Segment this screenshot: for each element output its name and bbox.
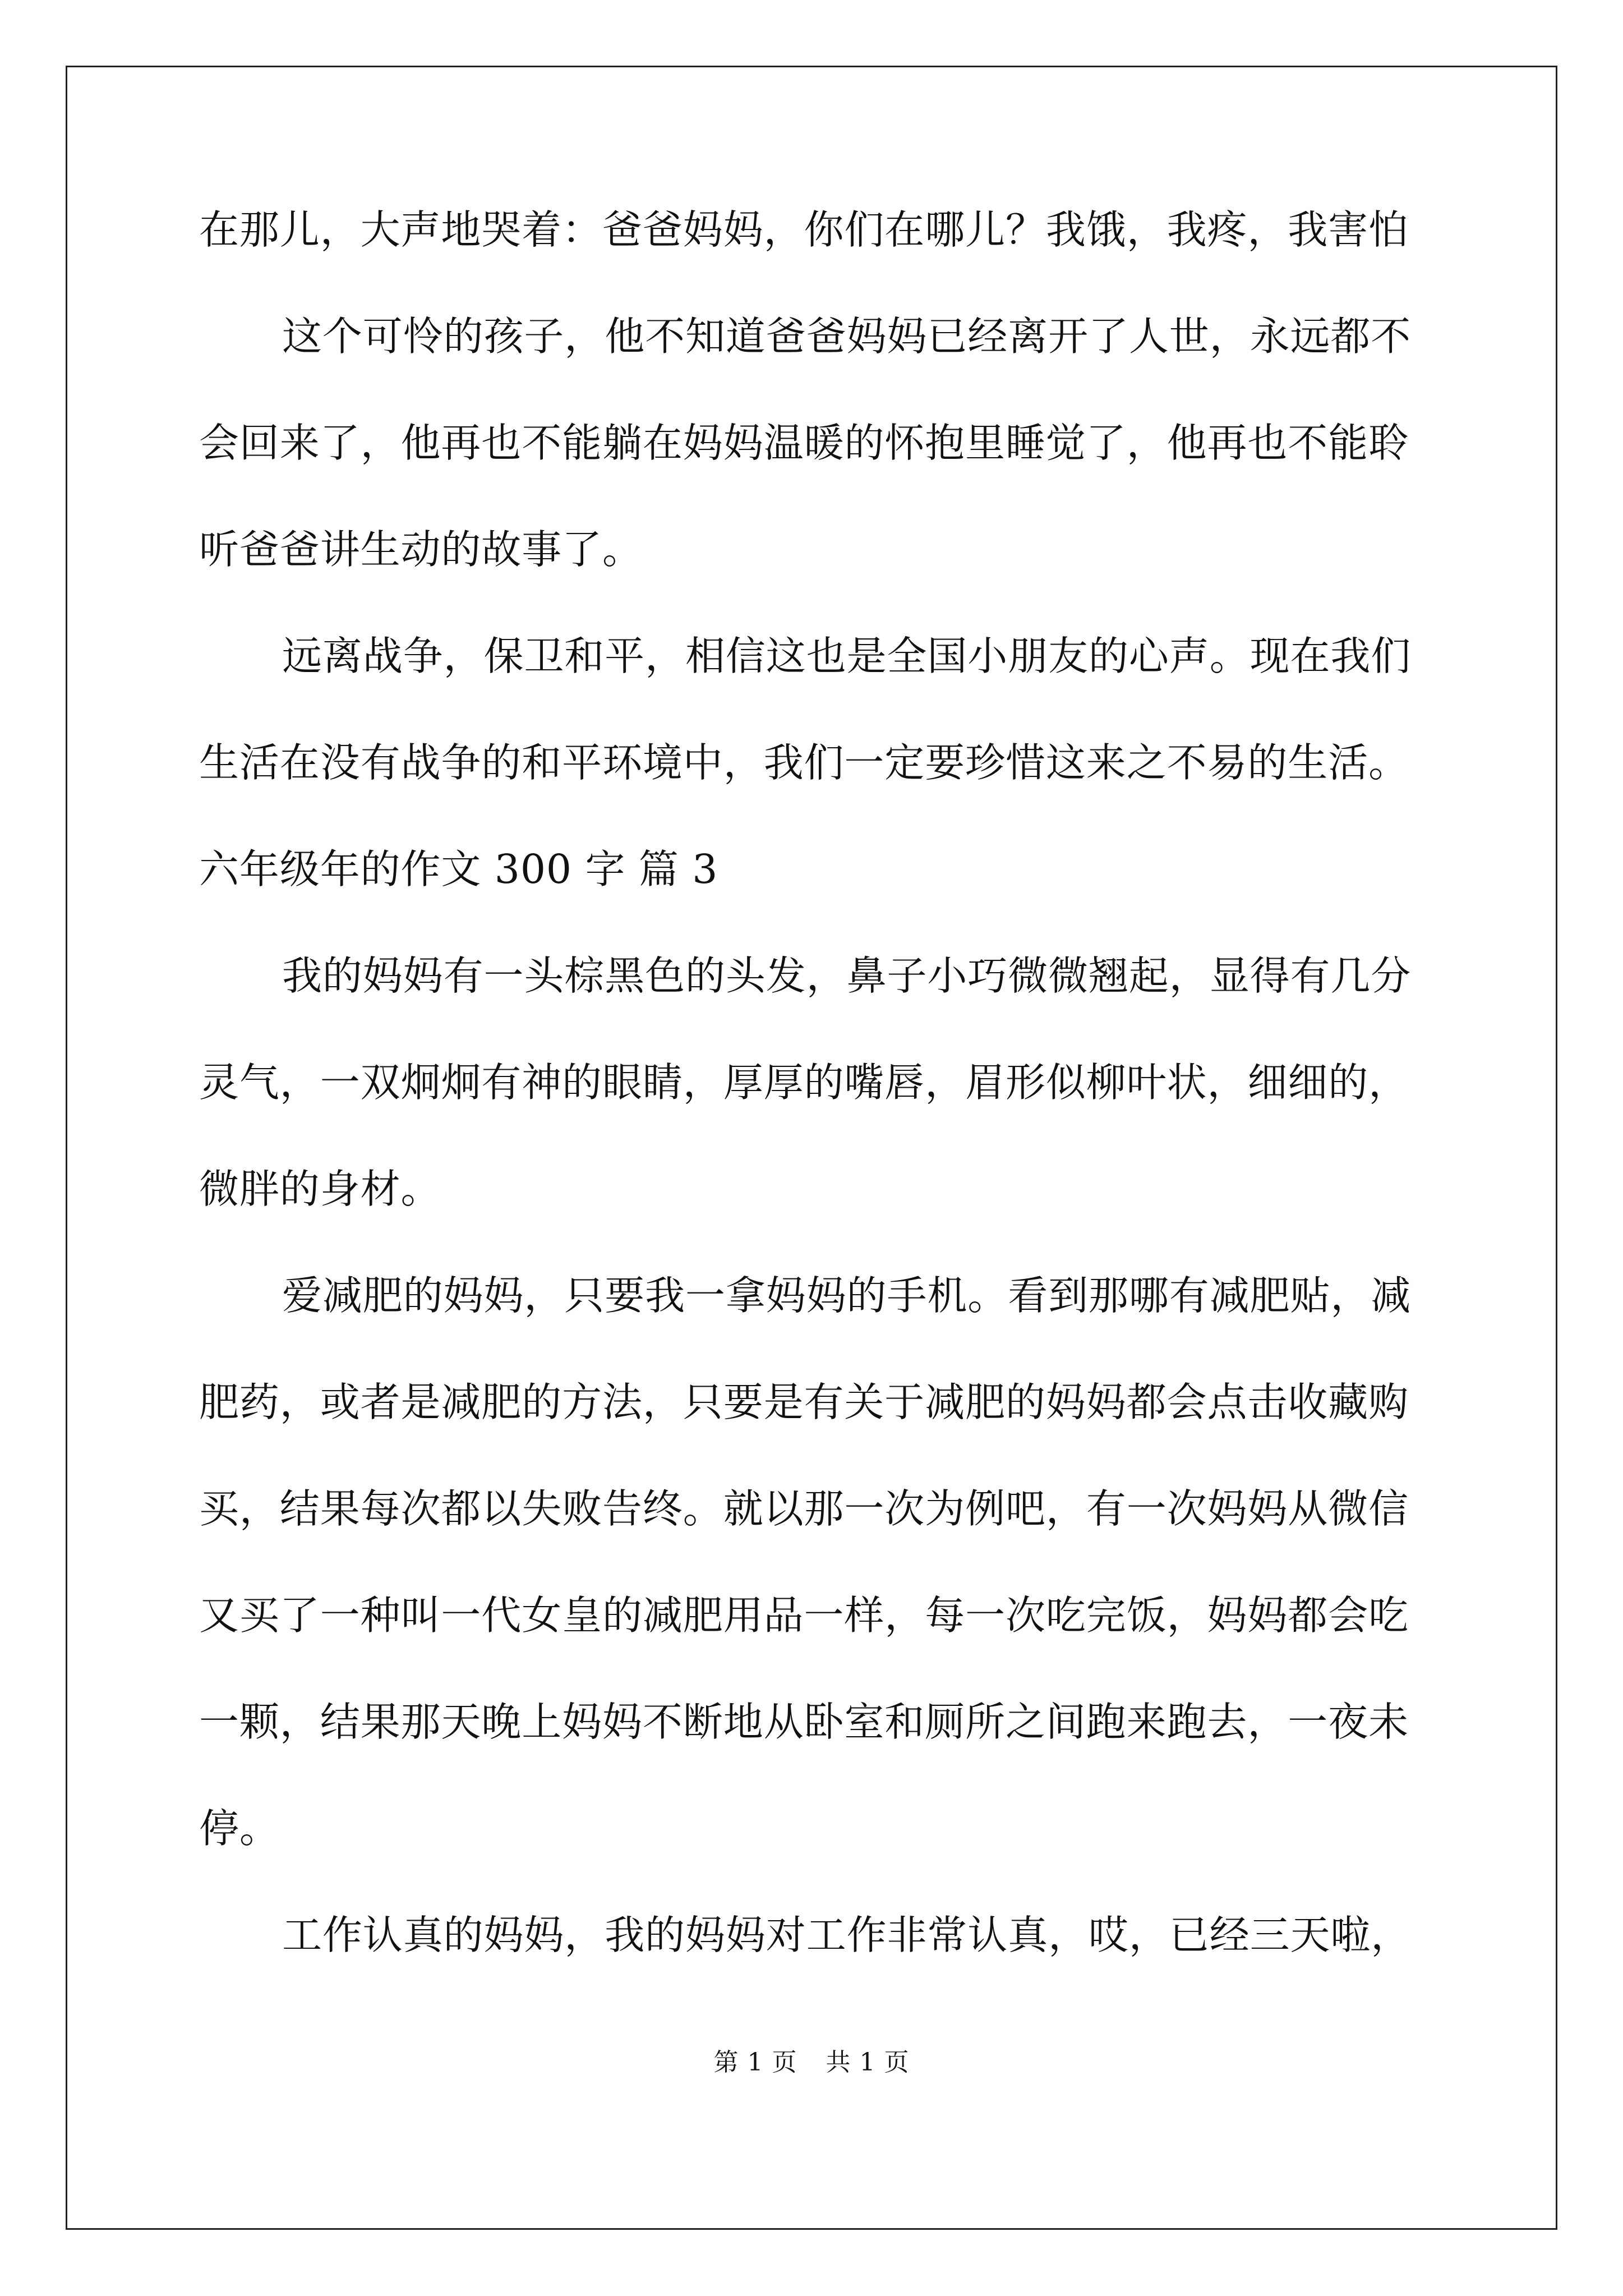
- section-heading: 六年级年的作文 300 字 篇 3: [199, 846, 718, 892]
- text-line: 这个可怜的孩子，他不知道爸爸妈妈已经离开了人世，永远都不: [282, 313, 1412, 360]
- text-line: 又买了一种叫一代女皇的减肥用品一样，每一次吃完饭，妈妈都会吃: [199, 1592, 1409, 1639]
- text-line: 爱减肥的妈妈，只要我一拿妈妈的手机。看到那哪有减肥贴，减: [282, 1272, 1412, 1319]
- text-line: 生活在没有战争的和平环境中，我们一定要珍惜这来之不易的生活。: [199, 739, 1409, 786]
- text-line: 肥药，或者是减肥的方法，只要是有关于减肥的妈妈都会点击收藏购: [199, 1379, 1409, 1425]
- page-number: 第 1 页: [713, 2048, 797, 2077]
- text-line: 听爸爸讲生动的故事了。: [199, 526, 643, 573]
- text-line: 灵气，一双炯炯有神的眼睛，厚厚的嘴唇，眉形似柳叶状，细细的，: [199, 1059, 1409, 1106]
- text-line: 在那儿，大声地哭着：爸爸妈妈，你们在哪儿？我饿，我疼，我害怕: [199, 206, 1409, 253]
- text-line: 一颗，结果那天晚上妈妈不断地从卧室和厕所之间跑来跑去，一夜未: [199, 1699, 1409, 1745]
- text-line: 我的妈妈有一头棕黑色的头发，鼻子小巧微微翘起，显得有几分: [282, 953, 1412, 999]
- page-total: 共 1 页: [826, 2048, 910, 2077]
- text-line: 买，结果每次都以失败告终。就以那一次为例吧，有一次妈妈从微信: [199, 1485, 1409, 1532]
- text-line: 工作认真的妈妈，我的妈妈对工作非常认真，哎，已经三天啦，: [282, 1912, 1412, 1958]
- page-border: [66, 66, 1557, 2230]
- text-line: 远离战争，保卫和平，相信这也是全国小朋友的心声。现在我们: [282, 633, 1412, 679]
- text-line: 微胖的身材。: [199, 1166, 441, 1212]
- text-line: 会回来了，他再也不能躺在妈妈温暖的怀抱里睡觉了，他再也不能聆: [199, 420, 1409, 466]
- text-line: 停。: [199, 1805, 280, 1852]
- page-footer: [0, 2049, 1623, 2077]
